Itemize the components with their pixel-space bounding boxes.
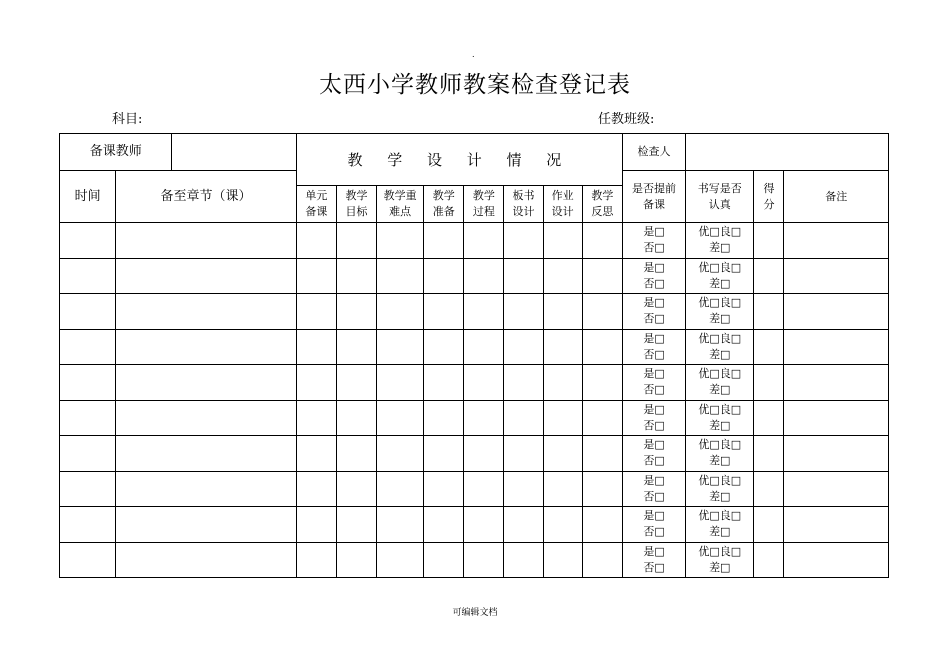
writing-cell[interactable]: 优□良□ 差□ (686, 223, 754, 259)
time-cell[interactable] (60, 294, 116, 330)
goal-cell[interactable] (336, 471, 376, 507)
note-cell[interactable] (784, 471, 889, 507)
reflection-cell[interactable] (582, 329, 622, 365)
chapter-cell[interactable] (116, 294, 297, 330)
reflection-cell[interactable] (582, 400, 622, 436)
chapter-cell[interactable] (116, 329, 297, 365)
time-cell[interactable] (60, 365, 116, 401)
key-points-cell[interactable] (377, 258, 424, 294)
unit-prep-cell[interactable] (296, 258, 336, 294)
time-header: 时间 (60, 171, 116, 223)
board-cell[interactable] (504, 223, 543, 259)
table-row (60, 471, 889, 507)
chapter-cell[interactable] (116, 507, 297, 543)
goal-cell[interactable] (336, 542, 376, 578)
note-cell[interactable] (784, 400, 889, 436)
board-cell[interactable] (504, 542, 543, 578)
reflection-cell[interactable] (582, 223, 622, 259)
homework-cell[interactable] (543, 400, 582, 436)
reflection-cell[interactable] (582, 294, 622, 330)
advance-prep-cell[interactable]: 是□ 否□ (622, 507, 685, 543)
table-row (60, 436, 889, 472)
teacher-label: 备课教师 (60, 134, 172, 171)
homework-cell[interactable] (543, 294, 582, 330)
score-cell[interactable] (754, 223, 784, 259)
writing-cell[interactable]: 优□良□ 差□ (686, 329, 754, 365)
table-row (60, 365, 889, 401)
writing-cell[interactable]: 优□良□ 差□ (686, 507, 754, 543)
unit-prep-cell[interactable] (296, 329, 336, 365)
preparation-cell[interactable] (424, 471, 464, 507)
goal-cell[interactable] (336, 365, 376, 401)
subject-label: 科目: (112, 112, 143, 127)
key-points-cell[interactable] (377, 329, 424, 365)
note-cell[interactable] (784, 294, 889, 330)
chapter-cell[interactable] (116, 365, 297, 401)
unit-prep-cell[interactable] (296, 400, 336, 436)
homework-cell[interactable] (543, 258, 582, 294)
board-cell[interactable] (504, 294, 543, 330)
chapter-cell[interactable] (116, 400, 297, 436)
score-cell[interactable] (754, 329, 784, 365)
process-cell[interactable] (464, 365, 504, 401)
note-cell[interactable] (784, 542, 889, 578)
advance-prep-cell[interactable]: 是□ 否□ (622, 436, 685, 472)
score-cell[interactable] (754, 400, 784, 436)
reflection-cell[interactable] (582, 436, 622, 472)
table-row (60, 400, 889, 436)
note-cell[interactable] (784, 329, 889, 365)
homework-cell[interactable] (543, 365, 582, 401)
board-cell[interactable] (504, 329, 543, 365)
score-cell[interactable] (754, 542, 784, 578)
advance-prep-header: 是否提前 备课 (622, 171, 685, 223)
key-points-cell[interactable] (377, 471, 424, 507)
time-cell[interactable] (60, 223, 116, 259)
class-label: 任教班级: (598, 112, 655, 127)
advance-prep-cell[interactable]: 是□ 否□ (622, 294, 685, 330)
score-cell[interactable] (754, 436, 784, 472)
advance-prep-cell[interactable]: 是□ 否□ (622, 258, 685, 294)
writing-cell[interactable]: 优□良□ 差□ (686, 400, 754, 436)
key-points-cell[interactable] (377, 507, 424, 543)
score-cell[interactable] (754, 258, 784, 294)
homework-cell[interactable] (543, 436, 582, 472)
inspection-table (59, 133, 889, 578)
chapter-header: 备至章节（课） (116, 171, 297, 223)
goal-cell[interactable] (336, 294, 376, 330)
score-cell[interactable] (754, 507, 784, 543)
inspector-name-cell[interactable] (686, 134, 889, 171)
score-cell[interactable] (754, 294, 784, 330)
homework-cell[interactable] (543, 471, 582, 507)
note-cell[interactable] (784, 507, 889, 543)
process-cell[interactable] (464, 507, 504, 543)
note-cell[interactable] (784, 258, 889, 294)
time-cell[interactable] (60, 471, 116, 507)
chapter-cell[interactable] (116, 542, 297, 578)
reflection-cell[interactable] (582, 507, 622, 543)
goal-cell[interactable] (336, 436, 376, 472)
process-cell[interactable] (464, 223, 504, 259)
time-cell[interactable] (60, 329, 116, 365)
goal-cell[interactable] (336, 507, 376, 543)
process-cell[interactable] (464, 294, 504, 330)
preparation-cell[interactable] (424, 436, 464, 472)
table-row (60, 507, 889, 543)
key-points-header: 教学重 难点 (377, 186, 424, 223)
time-cell[interactable] (60, 507, 116, 543)
process-cell[interactable] (464, 471, 504, 507)
top-mark: . (472, 50, 475, 59)
board-cell[interactable] (504, 365, 543, 401)
table-row (60, 329, 889, 365)
writing-header: 书写是否 认真 (686, 171, 754, 223)
preparation-cell[interactable] (424, 365, 464, 401)
chapter-cell[interactable] (116, 471, 297, 507)
writing-cell[interactable]: 优□良□ 差□ (686, 294, 754, 330)
advance-prep-cell[interactable]: 是□ 否□ (622, 471, 685, 507)
advance-prep-cell[interactable]: 是□ 否□ (622, 400, 685, 436)
goal-cell[interactable] (336, 223, 376, 259)
board-cell[interactable] (504, 436, 543, 472)
advance-prep-cell[interactable]: 是□ 否□ (622, 365, 685, 401)
time-cell[interactable] (60, 436, 116, 472)
design-label: 教 学 设 计 情 况 (296, 134, 622, 186)
board-cell[interactable] (504, 258, 543, 294)
key-points-cell[interactable] (377, 436, 424, 472)
time-cell[interactable] (60, 542, 116, 578)
reflection-cell[interactable] (582, 542, 622, 578)
board-header: 板书 设计 (504, 186, 543, 223)
reflection-cell[interactable] (582, 365, 622, 401)
preparation-cell[interactable] (424, 542, 464, 578)
score-cell[interactable] (754, 365, 784, 401)
table-row (60, 258, 889, 294)
preparation-cell[interactable] (424, 400, 464, 436)
unit-prep-cell[interactable] (296, 471, 336, 507)
writing-cell[interactable]: 优□良□ 差□ (686, 436, 754, 472)
preparation-header: 教学 准备 (424, 186, 464, 223)
chapter-cell[interactable] (116, 223, 297, 259)
preparation-cell[interactable] (424, 507, 464, 543)
homework-cell[interactable] (543, 223, 582, 259)
table-row (60, 542, 889, 578)
footer-text: 可编辑文档 (452, 608, 498, 618)
reflection-cell[interactable] (582, 258, 622, 294)
goal-cell[interactable] (336, 329, 376, 365)
advance-prep-cell[interactable]: 是□ 否□ (622, 223, 685, 259)
goal-cell[interactable] (336, 258, 376, 294)
process-cell[interactable] (464, 329, 504, 365)
reflection-header: 教学 反思 (582, 186, 622, 223)
process-cell[interactable] (464, 400, 504, 436)
unit-prep-cell[interactable] (296, 542, 336, 578)
writing-cell[interactable]: 优□良□ 差□ (686, 542, 754, 578)
time-cell[interactable] (60, 400, 116, 436)
unit-prep-header: 单元 备课 (296, 186, 336, 223)
homework-cell[interactable] (543, 542, 582, 578)
process-cell[interactable] (464, 436, 504, 472)
board-cell[interactable] (504, 471, 543, 507)
inspector-label: 检查人 (622, 134, 685, 171)
key-points-cell[interactable] (377, 294, 424, 330)
process-cell[interactable] (464, 258, 504, 294)
writing-cell[interactable]: 优□良□ 差□ (686, 258, 754, 294)
page-title: 太西小学教师教案检查登记表 (319, 72, 631, 98)
note-header: 备注 (784, 171, 889, 223)
homework-cell[interactable] (543, 507, 582, 543)
reflection-cell[interactable] (582, 471, 622, 507)
preparation-cell[interactable] (424, 223, 464, 259)
homework-header: 作业 设计 (543, 186, 582, 223)
score-header: 得 分 (754, 171, 784, 223)
chapter-cell[interactable] (116, 258, 297, 294)
note-cell[interactable] (784, 436, 889, 472)
preparation-cell[interactable] (424, 258, 464, 294)
advance-prep-cell[interactable]: 是□ 否□ (622, 542, 685, 578)
key-points-cell[interactable] (377, 223, 424, 259)
preparation-cell[interactable] (424, 294, 464, 330)
time-cell[interactable] (60, 258, 116, 294)
table-row (60, 294, 889, 330)
unit-prep-cell[interactable] (296, 507, 336, 543)
key-points-cell[interactable] (377, 400, 424, 436)
note-cell[interactable] (784, 365, 889, 401)
writing-cell[interactable]: 优□良□ 差□ (686, 471, 754, 507)
unit-prep-cell[interactable] (296, 436, 336, 472)
board-cell[interactable] (504, 400, 543, 436)
unit-prep-cell[interactable] (296, 294, 336, 330)
score-cell[interactable] (754, 471, 784, 507)
board-cell[interactable] (504, 507, 543, 543)
process-cell[interactable] (464, 542, 504, 578)
unit-prep-cell[interactable] (296, 223, 336, 259)
goal-cell[interactable] (336, 400, 376, 436)
goal-header: 教学 目标 (336, 186, 376, 223)
advance-prep-cell[interactable]: 是□ 否□ (622, 329, 685, 365)
homework-cell[interactable] (543, 329, 582, 365)
process-header: 教学 过程 (464, 186, 504, 223)
key-points-cell[interactable] (377, 542, 424, 578)
preparation-cell[interactable] (424, 329, 464, 365)
writing-cell[interactable]: 优□良□ 差□ (686, 365, 754, 401)
teacher-name-cell[interactable] (172, 134, 296, 171)
key-points-cell[interactable] (377, 365, 424, 401)
chapter-cell[interactable] (116, 436, 297, 472)
table-row (60, 223, 889, 259)
unit-prep-cell[interactable] (296, 365, 336, 401)
note-cell[interactable] (784, 223, 889, 259)
